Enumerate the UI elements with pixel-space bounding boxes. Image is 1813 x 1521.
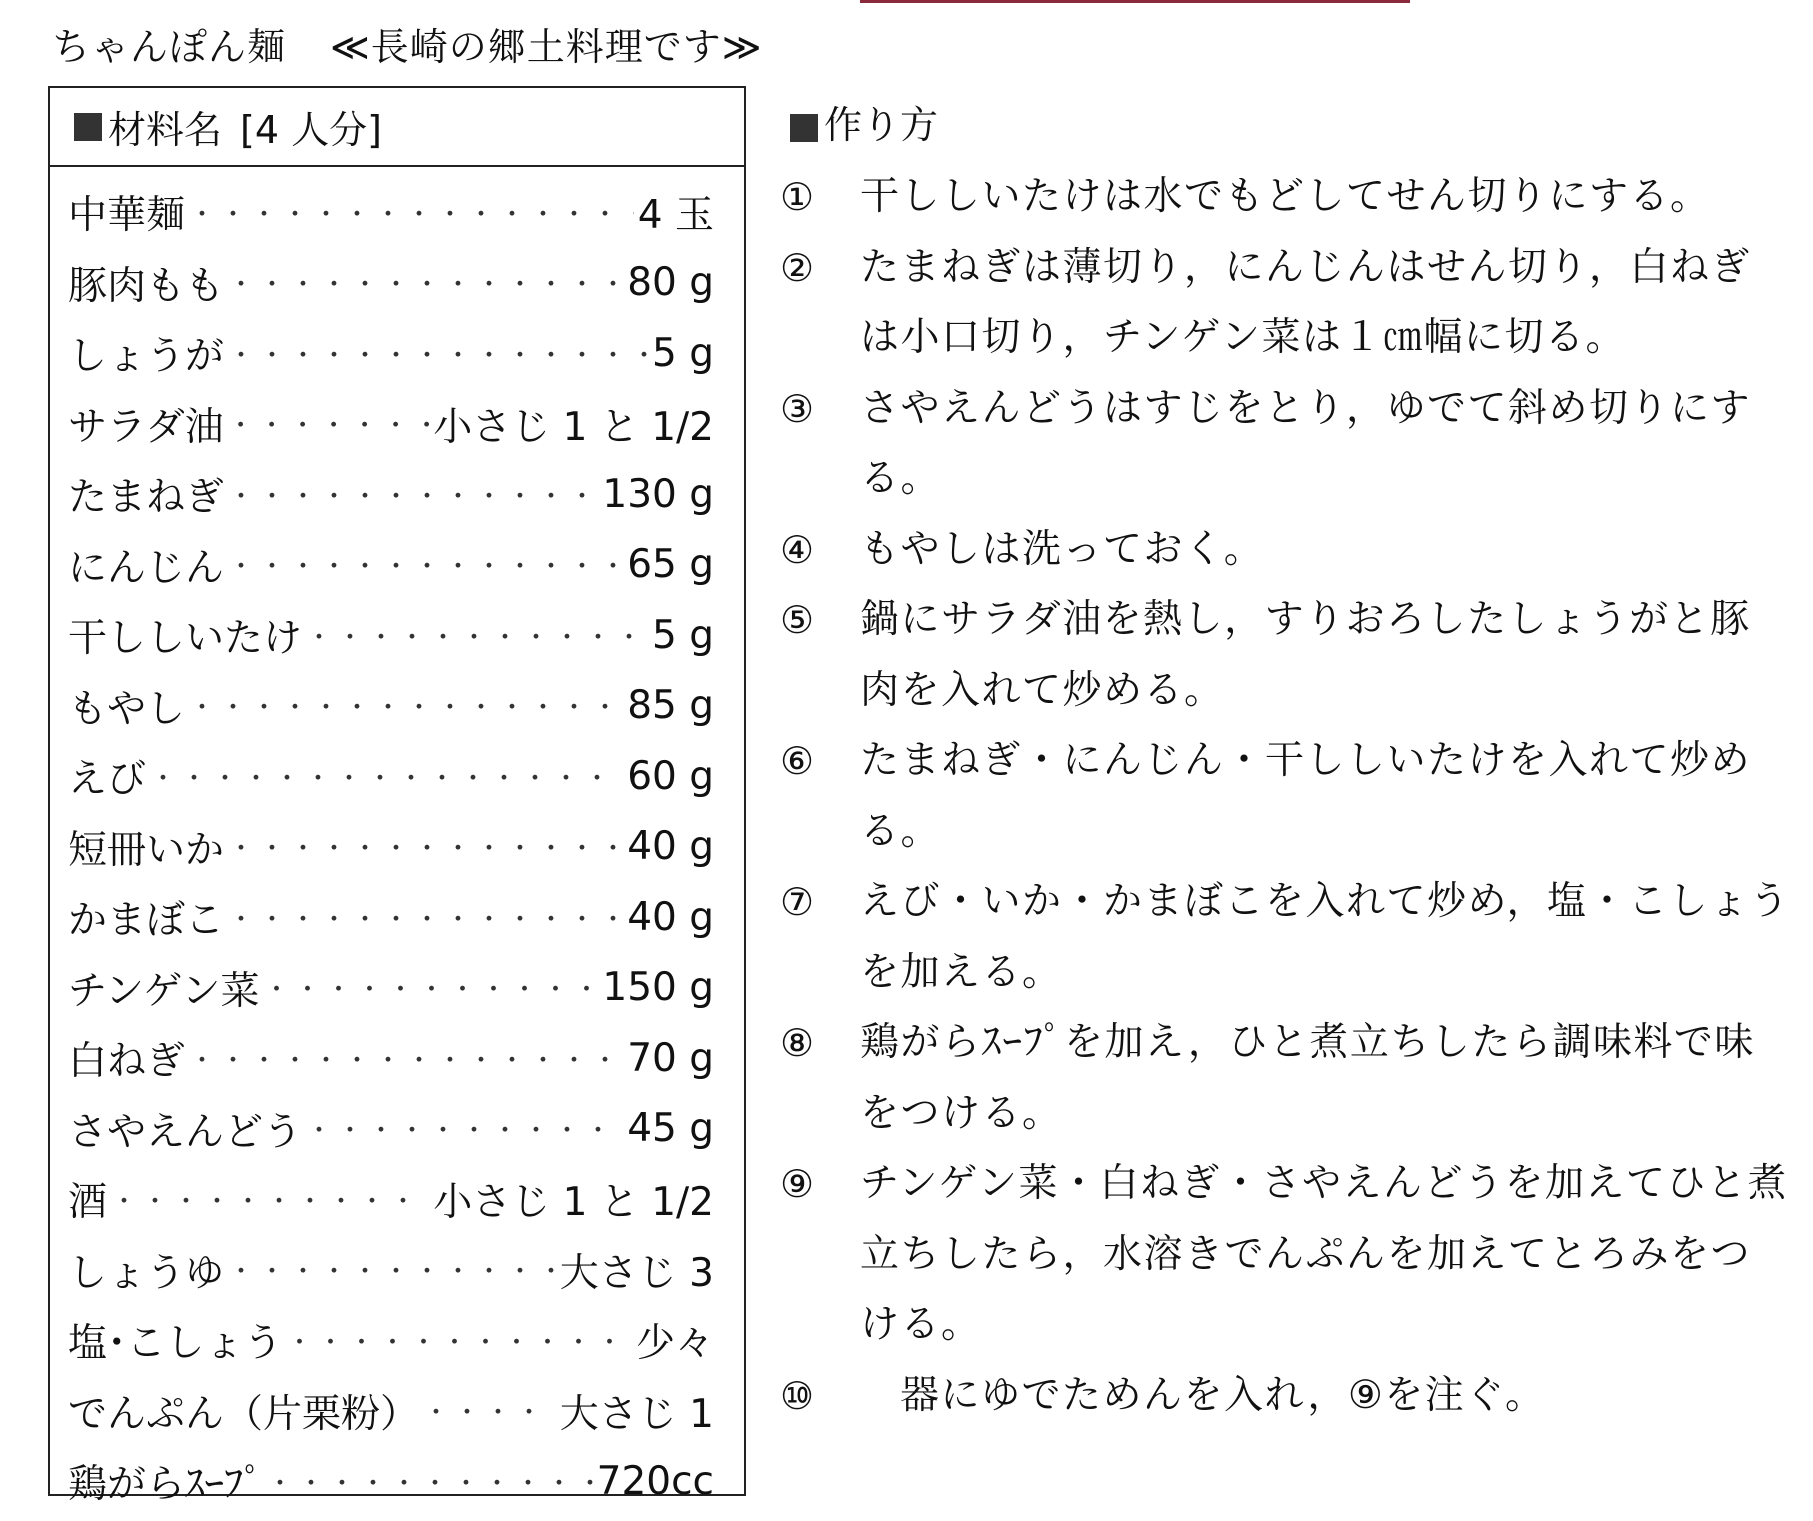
step-number: ④ xyxy=(780,527,815,572)
ingredient-row xyxy=(68,1305,714,1376)
step-number: ⑤ xyxy=(780,598,815,642)
method-step xyxy=(780,374,1790,515)
ingredient-row xyxy=(68,953,714,1024)
ingredient-row xyxy=(68,318,714,389)
ingredient-row xyxy=(68,1164,714,1235)
ingredient-name: 干ししいたけ xyxy=(68,616,303,662)
ingredient-amount: 大さじ 3 xyxy=(559,1250,714,1296)
ingredient-amount: 70 g xyxy=(627,1035,714,1081)
dot-leader xyxy=(150,758,623,795)
method-step xyxy=(780,726,1790,867)
ingredient-name: 白ねぎ xyxy=(68,1039,186,1085)
method-header xyxy=(790,94,938,149)
dot-leader xyxy=(228,546,623,583)
step-text: 鶏がらｽｰﾌﾟを加え，ひと煮立ちしたら調味料で味をつける。 xyxy=(860,1020,1755,1136)
ingredient-amount: 大さじ 1 xyxy=(559,1391,714,1437)
step-text: たまねぎは薄切り，にんじんはせん切り，白ねぎは小口切り，チンゲン菜は１㎝幅に切る。 xyxy=(860,244,1752,360)
ingredient-row xyxy=(68,389,714,460)
dot-leader xyxy=(306,617,648,654)
method-step xyxy=(780,585,1790,726)
dot-leader xyxy=(264,969,599,1006)
square-bullet-icon xyxy=(790,114,818,142)
ingredient-row xyxy=(68,1235,714,1306)
top-edge-line xyxy=(860,0,1410,3)
method-heading: 作り方 xyxy=(824,103,939,147)
ingredient-name: 豚肉もも xyxy=(68,263,225,309)
ingredient-amount: 4 玉 xyxy=(637,193,714,239)
ingredient-amount: 150 g xyxy=(602,965,714,1011)
dot-leader xyxy=(189,687,623,724)
ingredient-name: 中華麺 xyxy=(68,193,186,239)
step-text: 器にゆでためんを入れ，⑨を注ぐ。 xyxy=(900,1372,1546,1418)
dot-leader xyxy=(267,1463,593,1500)
ingredient-row xyxy=(68,671,714,742)
dot-leader xyxy=(228,335,648,372)
ingredient-name: しょうが xyxy=(68,334,225,380)
ingredient-row xyxy=(68,812,714,883)
ingredient-row xyxy=(68,248,714,319)
ingredient-name: 短冊いか xyxy=(68,827,225,873)
ingredient-name: えび xyxy=(68,757,147,803)
ingredient-name: かまぼこ xyxy=(68,898,225,944)
dot-leader xyxy=(228,1251,556,1288)
ingredient-amount: 5 g xyxy=(652,612,714,658)
dot-leader xyxy=(423,1392,556,1429)
method-steps xyxy=(780,162,1790,1431)
ingredient-amount: 720cc xyxy=(596,1458,714,1504)
dot-leader xyxy=(189,1040,623,1077)
step-text: さやえんどうはすじをとり，ゆでて斜め切りにする。 xyxy=(860,385,1752,501)
step-text: チンゲン菜・白ねぎ・さやえんどうを加えてひと煮立ちしたら，水溶きでんぷんを加えてとろみをつける。 xyxy=(860,1161,1788,1347)
ingredient-name: サラダ油 xyxy=(68,404,224,450)
method-step xyxy=(780,515,1790,586)
ingredient-amount: 45 g xyxy=(627,1106,714,1152)
page-title xyxy=(52,22,763,72)
ingredient-name: でんぷん（片栗粉） xyxy=(68,1391,420,1437)
step-number: ⑧ xyxy=(780,1021,815,1065)
ingredient-amount: 130 g xyxy=(602,471,714,517)
step-text: えび・いか・かまぼこを入れて炒め，塩・こしょうを加える。 xyxy=(860,879,1790,995)
recipe-subtitle: ≪長崎の郷土料理です≫ xyxy=(330,25,763,69)
ingredient-row xyxy=(68,882,714,953)
ingredient-row xyxy=(68,459,714,530)
servings-label: [4 人分] xyxy=(240,108,382,152)
step-text: たまねぎ・にんじん・干ししいたけを入れて炒める。 xyxy=(860,738,1752,854)
ingredients-header xyxy=(50,88,744,167)
step-number: ⑦ xyxy=(780,880,815,924)
dot-leader xyxy=(228,899,623,936)
ingredient-amount: 40 g xyxy=(627,824,714,870)
ingredient-name: 酒 xyxy=(68,1180,108,1226)
ingredient-row xyxy=(68,1376,714,1447)
ingredient-amount: 65 g xyxy=(627,542,714,588)
step-number: ③ xyxy=(780,386,815,431)
dot-leader xyxy=(228,828,623,865)
ingredient-name: 塩･こしょう xyxy=(68,1321,283,1367)
step-text: 干ししいたけは水でもどしてせん切りにする。 xyxy=(860,174,1711,219)
step-number: ⑨ xyxy=(780,1162,815,1206)
ingredient-amount: 小さじ 1 と 1/2 xyxy=(433,1180,714,1226)
dot-leader xyxy=(306,1110,623,1147)
method-step xyxy=(780,1008,1790,1149)
dot-leader xyxy=(228,405,430,442)
ingredient-row xyxy=(68,1094,714,1165)
ingredient-amount: 40 g xyxy=(627,894,714,940)
dot-leader xyxy=(228,476,598,513)
method-step xyxy=(780,867,1790,1008)
ingredient-name: しょうゆ xyxy=(68,1250,225,1296)
ingredient-name: チンゲン菜 xyxy=(68,968,260,1014)
dot-leader xyxy=(287,1322,632,1359)
dot-leader xyxy=(111,1181,429,1218)
method-step xyxy=(780,233,1790,374)
method-step xyxy=(780,1149,1790,1361)
ingredient-name: たまねぎ xyxy=(68,475,225,521)
ingredient-row xyxy=(68,600,714,671)
step-number: ② xyxy=(780,245,815,290)
step-number: ⑩ xyxy=(780,1373,815,1418)
ingredient-name: さやえんどう xyxy=(68,1109,303,1155)
recipe-name: ちゃんぽん麺 xyxy=(52,25,287,69)
ingredient-name: もやし xyxy=(68,686,186,732)
ingredients-box xyxy=(48,86,746,1508)
ingredient-amount: 小さじ 1 と 1/2 xyxy=(433,404,714,450)
step-number: ① xyxy=(780,175,815,219)
ingredient-row xyxy=(68,530,714,601)
ingredient-amount: 80 g xyxy=(627,260,714,306)
method-step xyxy=(780,162,1790,233)
ingredient-amount: 5 g xyxy=(652,330,714,376)
ingredients-heading: 材料名 xyxy=(108,108,223,152)
ingredient-list xyxy=(50,167,744,1517)
ingredient-row xyxy=(68,1446,714,1517)
step-text: 鍋にサラダ油を熱し，すりおろしたしょうがと豚肉を入れて炒める。 xyxy=(860,597,1751,713)
ingredient-row xyxy=(68,1023,714,1094)
dot-leader xyxy=(189,194,634,231)
ingredient-row xyxy=(68,177,714,248)
ingredient-name: 鶏がらｽｰﾌﾟ xyxy=(68,1462,264,1508)
step-text: もやしは洗っておく。 xyxy=(860,526,1265,572)
step-number: ⑥ xyxy=(780,739,815,783)
ingredient-amount: 少々 xyxy=(635,1321,714,1367)
dot-leader xyxy=(228,264,623,301)
square-bullet-icon xyxy=(74,113,102,141)
ingredient-row xyxy=(68,741,714,812)
method-step xyxy=(780,1361,1790,1432)
ingredient-name: にんじん xyxy=(68,545,225,591)
ingredient-amount: 85 g xyxy=(627,683,714,729)
ingredient-amount: 60 g xyxy=(627,753,714,799)
